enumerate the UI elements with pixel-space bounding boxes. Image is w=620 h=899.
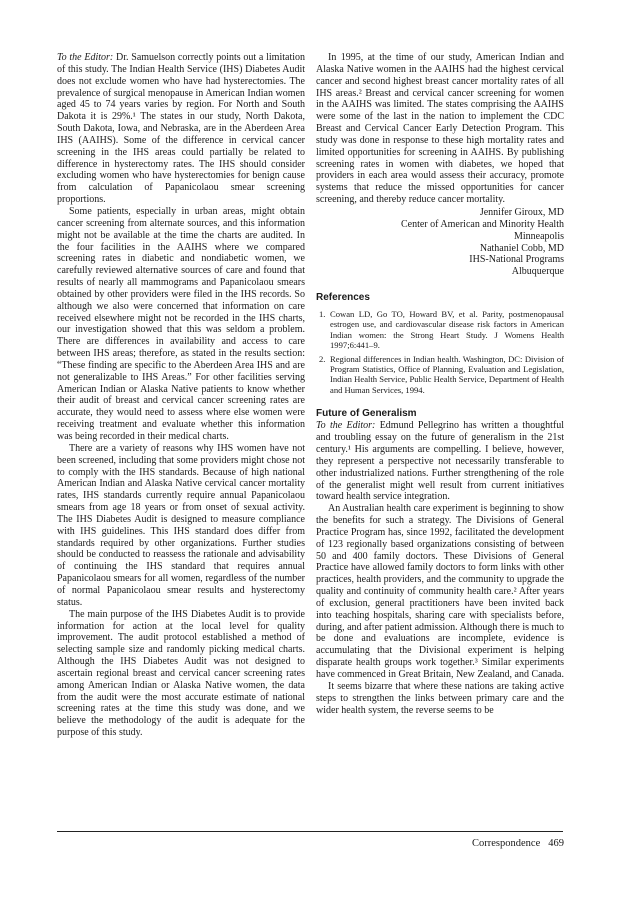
signature-line: Minneapolis [514,230,564,242]
section-heading: Future of Generalism [316,408,417,420]
signature-line: Center of American and Minority Health [400,218,564,230]
references-list [316,309,564,395]
salutation: To the Editor: [57,52,114,63]
signature-line: Albuquerque [511,266,564,278]
footer-rule [57,831,563,832]
paragraph: There are a variety of reasons why IHS women have not been screened, including that some providers might chose not to comply with the IHS standards. Because of high national American Indian and Alaska Native cervical cancer mortality rates, IHS standards currently require annual Papanicolaou smears from age 18 years or from onset of sexual activity. The IHS Diabetes Audit is designed to measure compliance with IHS guidelines. This IHS standard does differ from standards required by other organizations. Further studies should be conducted to reassess the rationale and advisability of continuing the IHS standard that requires annual Papanicolaou smears for all women, regardless of the number of normal Papanicolaou smear results and hysterectomy status. [57,442,305,608]
paragraph: The main purpose of the IHS Diabetes Audit is to provide information for action at the local level for quality improvement. The audit protocol established a method of selecting sample size and randomly picking medical charts. Although the IHS Diabetes Audit was not designed to ascertain regional breast and cervical cancer screening rates among American Indian or Alaska Native women, the data from the audit were the most accurate estimate of national screening rates at the time this study was done, and we believe the methodology of the audit is adequate for the purpose of this study. [57,608,305,739]
signature-block [316,207,564,278]
paragraph: In 1995, at the time of our study, American Indian and Alaska Native women in the AAIHS had the highest cervical cancer and second highest breast cancer mortality rates of all IHS areas.² Breast and cervical cancer screening for women in the AAIHS was limited. The states comprising the AAIHS were some of the last in the nation to implement the CDC Breast and Cervical Cancer Early Detection Program. This study was done in response to these high mortality rates and limited opportunities for screening in AAIHS. By publishing screening rates in women with diabetes, we hoped that providers in each area would assess their accuracy, promote systems that reduce the missed opportunities for cancer screening, and thereby reduce cancer mortality. [316,52,564,206]
paragraph [57,52,305,206]
paragraph [316,420,564,503]
signature-line: Jennifer Giroux, MD [479,206,564,218]
signature-line: Nathaniel Cobb, MD [479,242,564,254]
page-footer [472,838,564,849]
reference-text: Regional differences in Indian health. Washington, DC: Division of Program Statistics, Office of Planning, Evaluation and Legislation, Indian Health Service, Public Health Service, Department of Health and Human Services, 1994. [330,353,564,395]
reference-item [316,354,564,396]
paragraph: It seems bizarre that where these nations are taking active steps to strengthen the links between primary care and the wider health system, the reverse seems to be [316,680,564,716]
reference-number: 1. [319,309,326,320]
reference-text: Cowan LD, Go TO, Howard BV, et al. Parity, postmenopausal estrogen use, and cardiovascular disease risk factors in American Indian women: the Strong Heart Study. J Womens Health 1997;6:441–9. [330,309,564,351]
paragraph-text: Edmund Pellegrino has written a thoughtful and troubling essay on the future of generalism in the 21st century.¹ His arguments are compelling. I believe, however, they represent a perspective not necessarily transferable to other industrialized nations. Further strengthening of the role of the generalist might well result from current initiatives toward health service integration. [316,420,564,503]
footer-section: Correspondence [472,838,541,849]
paragraph: Some patients, especially in urban areas, might obtain cancer screening from alternate sources, and this information might not be available at the time the charts are audited. In the four facilities in the AAIHS where we compared screening rates in diabetic and nondiabetic women, we carefully reviewed alternative sources of care and found that results of nearly all mammograms and Papanicolaou smears obtained by other providers were filed in the IHS records. So although we also were concerned that information on care received elsewhere might not be recorded in the IHS charts, our investigation showed that this was seldom a problem. There are differences in availability and access to care between IHS areas; therefore, as stated in the results section: “These finding are specific to the Aberdeen Area IHS and are not generalizable to IHS Areas.” For other facilities serving American Indian or Alaska Native patients to know whether their audit of breast and cervical cancer screening rates are accurate, they would need to assess where else women were receiving treatment and evaluate whether this information was being recorded in their medical charts. [57,205,305,442]
references-heading: References [316,292,370,304]
paragraph-text: Dr. Samuelson correctly points out a limitation of this study. The Indian Health Service (IHS) Diabetes Audit does not exclude women who have had hysterectomies. The prevalence of surgical menopause in American Indian women aged 45 to 74 years varies by region. For North and South Dakota it is 29%.¹ The states in our study, North Dakota, South Dakota, Iowa, and Nebraska, are in the Aberdeen Area IHS (AAIHS). Some of the difference in cervical cancer screening in the IHS areas could partially be related to difference in hysterectomy rates. The IHS should consider excluding women who have hysterectomies for benign cause from calculation of Papanicolaou smear screening proportions. [57,52,306,206]
page-number: 469 [548,838,564,849]
left-column [57,52,305,739]
paragraph: An Australian health care experiment is beginning to show the benefits for such a strategy. The Divisions of General Practice Program has, since 1992, facilitated the development of 123 regionally based organizations consisting of between 50 and 400 family doctors. These Divisions of General Practice have allowed family doctors to form links with other practices, health providers, and the community to upgrade the quality and continuity of community health care.² After years of exclusion, general practitioners have been invited back into teaching hospitals, sharing care with specialists before, during, and after patient admission. Although there is much to be done and evaluations are incomplete, evidence is accumulating that the Divisional experiment is helping disparate health groups work together.³ Similar experiments have commenced in Great Britain, New Zealand, and Canada. [316,503,565,680]
reference-number: 2. [319,353,326,364]
signature-line: IHS-National Programs [469,254,564,266]
reference-item [316,309,564,351]
salutation: To the Editor: [316,420,376,432]
right-column [316,52,564,716]
